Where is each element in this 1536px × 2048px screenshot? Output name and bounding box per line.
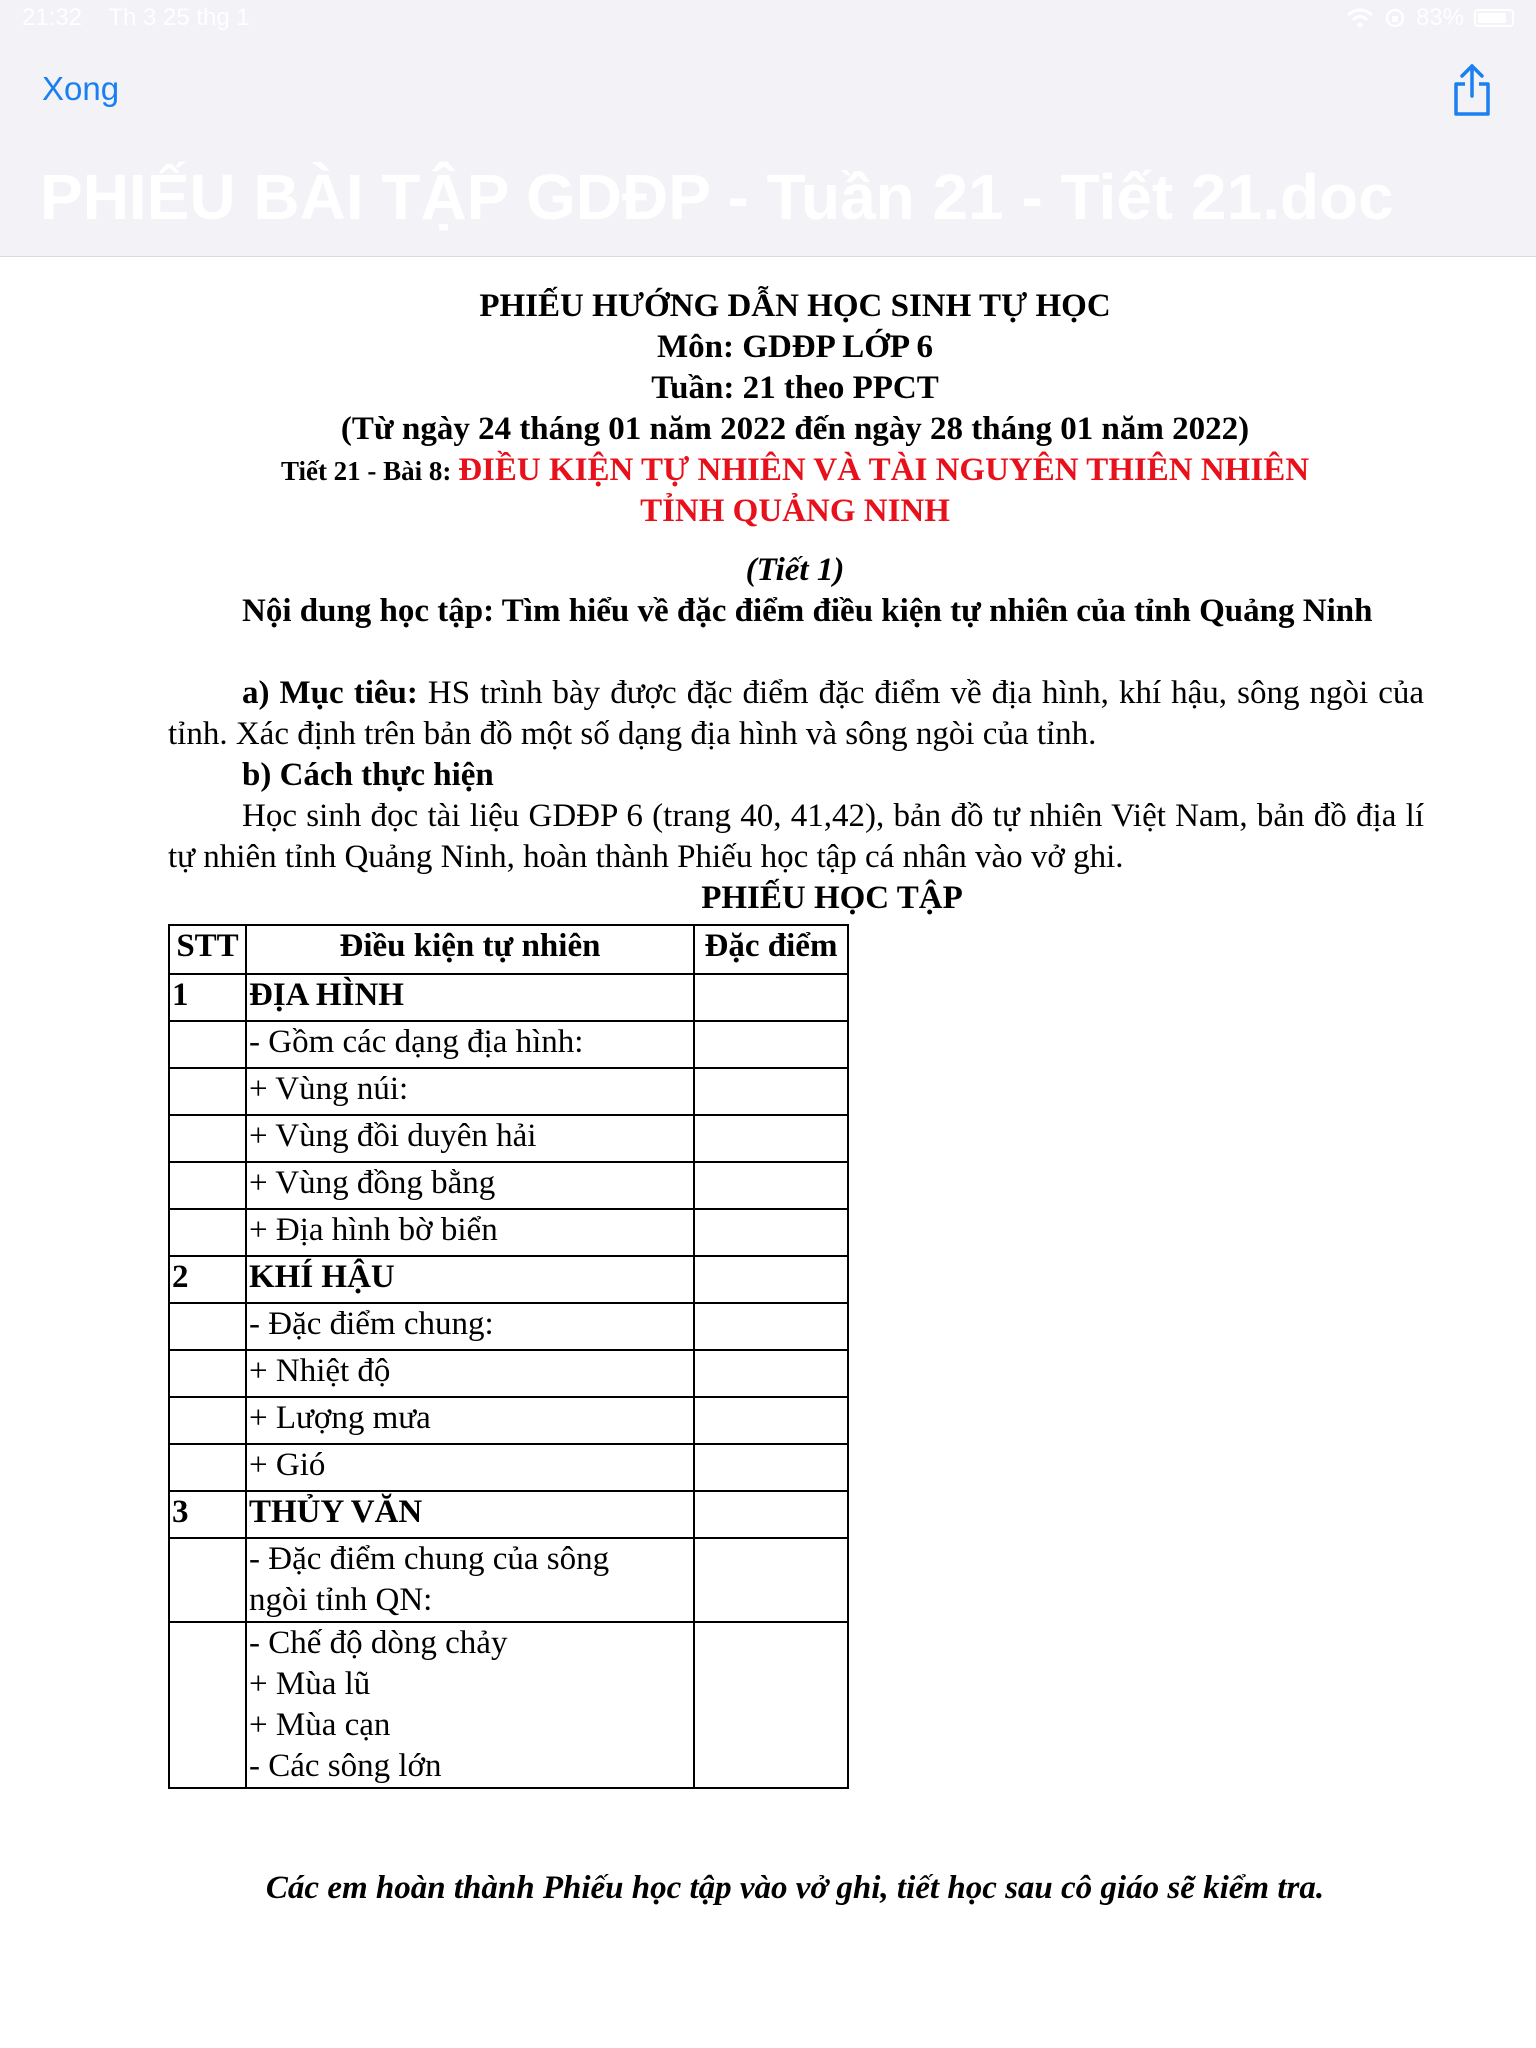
status-time: 21:32 <box>22 4 83 31</box>
cell-condition: ĐỊA HÌNH <box>246 974 694 1021</box>
battery-icon <box>1474 9 1514 27</box>
cell-line: + Mùa cạn <box>249 1707 391 1743</box>
cell-condition: THỦY VĂN <box>246 1491 694 1538</box>
cell-stt <box>169 1538 246 1622</box>
cell-stt <box>169 1397 246 1444</box>
method-paragraph: Học sinh đọc tài liệu GDĐP 6 (trang 40, 41,42), bản đồ tự nhiên Việt Nam, bản đồ địa lí tự nhiên tỉnh Quảng Ninh, hoàn thành Phiếu học tập cá nhân vào vở ghi. <box>168 798 1424 875</box>
worksheet-table <box>168 924 849 1789</box>
cell-condition: + Vùng đồi duyên hải <box>246 1115 694 1162</box>
table-row <box>169 974 848 1021</box>
table-row <box>169 1162 848 1209</box>
table-row <box>169 1303 848 1350</box>
cell-stt: 2 <box>169 1256 246 1303</box>
table-row <box>169 1068 848 1115</box>
status-bar-right <box>1346 4 1514 32</box>
date-range-line: (Từ ngày 24 tháng 01 năm 2022 đến ngày 28 tháng 01 năm 2022) <box>340 411 1250 447</box>
table-row <box>169 1209 848 1256</box>
document-title: PHIẾU BÀI TẬP GDĐP - Tuần 21 - Tiết 21.doc <box>40 161 1394 233</box>
cell-condition: + Gió <box>246 1444 694 1491</box>
cell-condition: KHÍ HẬU <box>246 1256 694 1303</box>
cell-feature-answer <box>694 1021 848 1068</box>
table-row <box>169 1444 848 1491</box>
table-header-row <box>169 925 848 974</box>
table-row <box>169 1256 848 1303</box>
cell-line: ngòi tỉnh QN: <box>249 1582 433 1618</box>
cell-stt <box>169 1162 246 1209</box>
topic-paragraph: Nội dung học tập: Tìm hiểu về đặc điểm điều kiện tự nhiên của tỉnh Quảng Ninh <box>242 593 1373 629</box>
goal-paragraph <box>168 673 1424 755</box>
cell-stt <box>169 1209 246 1256</box>
cell-feature-answer <box>694 1209 848 1256</box>
orientation-lock-icon <box>1384 7 1406 29</box>
cell-condition <box>246 1538 694 1622</box>
sheet-heading: PHIẾU HƯỚNG DẪN HỌC SINH TỰ HỌC <box>479 288 1111 324</box>
cell-stt <box>169 1021 246 1068</box>
status-date: Th 3 25 thg 1 <box>108 4 250 31</box>
viewer-toolbar <box>0 0 1536 257</box>
cell-feature-answer <box>694 1491 848 1538</box>
worksheet-title: PHIẾU HỌC TẬP <box>701 880 963 916</box>
goal-text: HS trình bày được đặc điểm đặc điểm về địa hình, khí hậu, sông ngòi của tỉnh. Xác định trên bản đồ một số dạng địa hình và sông ngòi của tỉnh. <box>168 675 1424 752</box>
table-row <box>169 1021 848 1068</box>
cell-feature-answer <box>694 1397 848 1444</box>
done-button[interactable]: Xong <box>42 70 120 107</box>
cell-condition: + Nhiệt độ <box>246 1350 694 1397</box>
battery-percent: 83% <box>1415 4 1464 31</box>
cell-feature-answer <box>694 1444 848 1491</box>
table-row <box>169 1538 848 1622</box>
cell-condition: + Vùng đồng bằng <box>246 1162 694 1209</box>
cell-stt <box>169 1303 246 1350</box>
cell-condition: - Gồm các dạng địa hình: <box>246 1021 694 1068</box>
cell-stt <box>169 1115 246 1162</box>
cell-feature-answer <box>694 1115 848 1162</box>
cell-feature-answer <box>694 1303 848 1350</box>
table-row <box>169 1491 848 1538</box>
lesson-prefix: Tiết 21 - Bài 8: <box>280 456 459 486</box>
method-heading: b) Cách thực hiện <box>242 757 494 793</box>
table-row <box>169 1115 848 1162</box>
cell-line: - Chế độ dòng chảy <box>249 1625 508 1661</box>
cell-line: - Đặc điểm chung của sông <box>249 1541 610 1577</box>
cell-condition <box>246 1622 694 1788</box>
subject-line: Môn: GDĐP LỚP 6 <box>657 329 933 365</box>
cell-condition: - Đặc điểm chung: <box>246 1303 694 1350</box>
lesson-title-line2: TỈNH QUẢNG NINH <box>640 493 950 529</box>
cell-feature-answer <box>694 974 848 1021</box>
column-header-feature: Đặc điểm <box>694 925 848 974</box>
cell-feature-answer <box>694 1350 848 1397</box>
closing-note: Các em hoàn thành Phiếu học tập vào vở ghi, tiết học sau cô giáo sẽ kiểm tra. <box>265 1870 1325 1906</box>
week-line: Tuần: 21 theo PPCT <box>651 370 939 406</box>
cell-feature-answer <box>694 1068 848 1115</box>
cell-condition: + Lượng mưa <box>246 1397 694 1444</box>
status-bar-time <box>22 4 250 32</box>
table-row <box>169 1350 848 1397</box>
table-row <box>169 1622 848 1788</box>
cell-feature-answer <box>694 1256 848 1303</box>
cell-feature-answer <box>694 1538 848 1622</box>
lesson-title: ĐIỀU KIỆN TỰ NHIÊN VÀ TÀI NGUYÊN THIÊN NHIÊN <box>458 452 1310 488</box>
lesson-line <box>0 450 1536 492</box>
cell-stt: 3 <box>169 1491 246 1538</box>
cell-line: + Mùa lũ <box>249 1666 371 1702</box>
wifi-icon <box>1346 8 1374 28</box>
share-icon[interactable] <box>1450 62 1494 118</box>
cell-stt <box>169 1068 246 1115</box>
cell-feature-answer <box>694 1162 848 1209</box>
cell-stt <box>169 1622 246 1788</box>
column-header-condition: Điều kiện tự nhiên <box>246 925 694 974</box>
column-header-stt: STT <box>169 925 246 974</box>
cell-line: - Các sông lớn <box>249 1748 442 1784</box>
goal-label: a) Mục tiêu: <box>242 675 418 711</box>
cell-stt: 1 <box>169 974 246 1021</box>
cell-condition: + Địa hình bờ biển <box>246 1209 694 1256</box>
table-row <box>169 1397 848 1444</box>
cell-feature-answer <box>694 1622 848 1788</box>
cell-condition: + Vùng núi: <box>246 1068 694 1115</box>
cell-stt <box>169 1444 246 1491</box>
period-line: (Tiết 1) <box>745 552 845 588</box>
cell-stt <box>169 1350 246 1397</box>
